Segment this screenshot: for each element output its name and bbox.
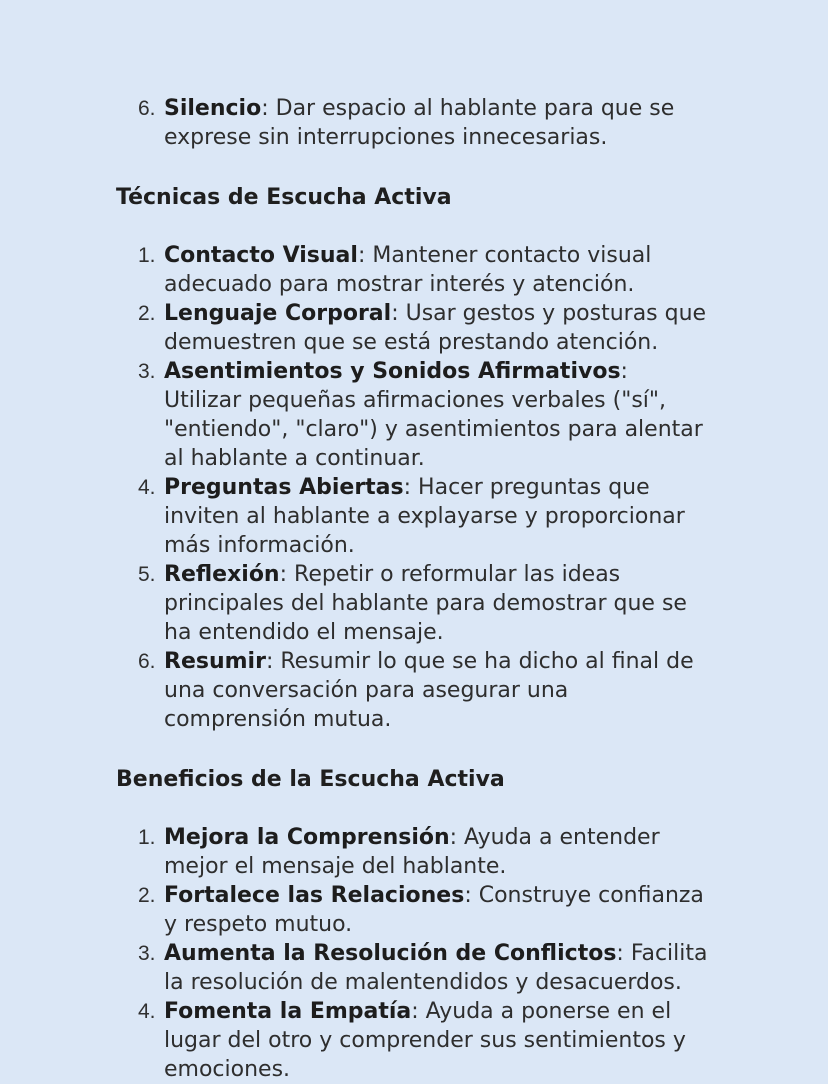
list-number: 4. [138, 476, 156, 499]
list-number: 1. [138, 244, 156, 267]
item-term: Fomenta la Empatía [164, 999, 412, 1024]
item-description: : Ayuda a ponerse en el lugar del otro y comprender sus sentimientos y emociones. [164, 999, 686, 1082]
list-item [116, 939, 712, 997]
list-number: 6. [138, 650, 156, 673]
item-term: Asentimientos y Sonidos Afirmativos [164, 359, 621, 384]
item-term: Reflexión [164, 562, 280, 587]
list-number: 4. [138, 1000, 156, 1023]
list-number: 1. [138, 826, 156, 849]
list-item [116, 560, 712, 647]
list-number: 6. [138, 97, 156, 120]
item-term: Lenguaje Corporal [164, 301, 392, 326]
section-title-tecnicas: Técnicas de Escucha Activa [116, 185, 452, 210]
intro-list [116, 94, 712, 152]
list-item [116, 473, 712, 560]
item-term: Fortalece las Relaciones [164, 883, 465, 908]
item-description: : Facilita la resolución de malentendidos y desacuerdos. [164, 941, 708, 995]
section-title-beneficios: Beneficios de la Escucha Activa [116, 767, 505, 792]
item-description: : Resumir lo que se ha dicho al final de una conversación para asegurar una comprensión mutua. [164, 649, 694, 732]
item-description: : Dar espacio al hablante para que se exprese sin interrupciones innecesarias. [164, 96, 675, 150]
item-term: Resumir [164, 649, 266, 674]
list-item [116, 647, 712, 734]
list-number: 2. [138, 302, 156, 325]
list-number: 5. [138, 563, 156, 586]
item-term: Silencio [164, 96, 262, 121]
item-description: : Hacer preguntas que inviten al hablante a explayarse y proporcionar más información. [164, 475, 685, 558]
beneficios-list [116, 823, 712, 1084]
list-item [116, 823, 712, 881]
list-number: 3. [138, 360, 156, 383]
list-item [116, 357, 712, 473]
item-description: : Utilizar pequeñas afirmaciones verbales ("sí", "entiendo", "claro") y asentimientos para alentar al hablante a continuar. [164, 359, 703, 471]
list-item [116, 299, 712, 357]
item-description: : Construye confianza y respeto mutuo. [164, 883, 704, 937]
item-term: Preguntas Abiertas [164, 475, 404, 500]
item-description: : Mantener contacto visual adecuado para mostrar interés y atención. [164, 243, 652, 297]
item-description: : Ayuda a entender mejor el mensaje del hablante. [164, 825, 660, 879]
item-term: Contacto Visual [164, 243, 358, 268]
list-item [116, 241, 712, 299]
item-description: : Usar gestos y posturas que demuestren que se está prestando atención. [164, 301, 707, 355]
item-description: : Repetir o reformular las ideas principales del hablante para demostrar que se ha entendido el mensaje. [164, 562, 687, 645]
tecnicas-list [116, 241, 712, 734]
list-number: 3. [138, 942, 156, 965]
list-item-silencio [116, 94, 712, 152]
item-term: Aumenta la Resolución de Conflictos [164, 941, 617, 966]
list-item [116, 881, 712, 939]
item-term: Mejora la Comprensión [164, 825, 450, 850]
list-number: 2. [138, 884, 156, 907]
